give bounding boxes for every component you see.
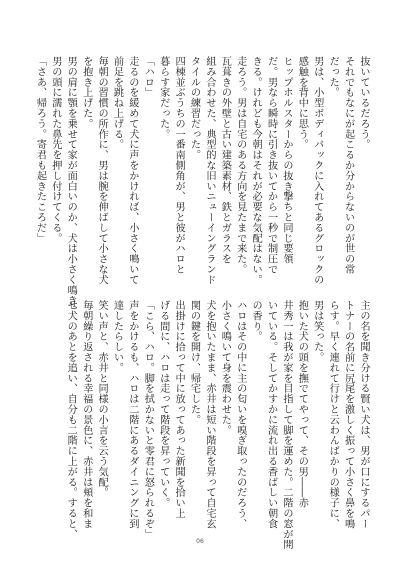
text-line: ヒップホルスターからの抜き撃ちと同じ要領 xyxy=(280,56,292,264)
text-line: 出掛けに拾って中に放ってあった新聞を拾い上 xyxy=(173,300,185,519)
text-line: トナーの名前に尻尾を激しく振って小さく鼻を鳴 xyxy=(342,300,354,529)
text-line: 暮らす家だった。 xyxy=(157,56,169,140)
text-line: 四棟並ぶうちの一番南側角が、男と彼がハロと xyxy=(173,56,185,275)
page-number: 06 xyxy=(196,538,204,545)
text-line: 関の鍵を開け、帰宅した。 xyxy=(188,300,200,425)
text-line: ハロはその中に主の匂いを嗅ぎ取ったのだろう、 xyxy=(234,300,246,529)
text-line: 達したらしい。 xyxy=(111,300,123,373)
text-line: げる間に、ハロは走って階段を昇っていく。 xyxy=(157,300,169,508)
text-line: 主の名を聞き分ける賢い犬は、男が口にするパー xyxy=(358,300,369,529)
text-line: 男は笑った。 xyxy=(311,300,323,363)
text-line: 男は、小型ボディバックに入れてあるグロックの xyxy=(311,56,323,285)
text-line: 前足を跳ね上げる。 xyxy=(111,56,123,150)
text-line: タイルの練習だった。 xyxy=(188,56,200,160)
text-line: 組み合わせた、典型的な旧いニューイングランド xyxy=(203,56,215,285)
text-line: だった。 xyxy=(327,56,339,98)
text-line: せ犬のあとを追い、自分も二階に上がる。すると、 xyxy=(65,300,77,540)
text-line: 走るのを緩めて犬に声をかければ、小さく鳴いて xyxy=(126,56,138,285)
text-line: 声をかけるも、ハロは二階にあるダイニングに到 xyxy=(126,300,138,529)
text-line: だ。男なら瞬時に引き抜いてから一秒で制圧で xyxy=(265,56,277,275)
text-line: 抱いた犬の頭を撫でてやって、その男――赤 xyxy=(296,300,308,508)
text-line: 井秀一は我が家を目指して脚を運めた。二階の窓が開 xyxy=(280,300,292,550)
text-line: の香り。 xyxy=(250,300,262,342)
text-line: きる。けれども今朝はそれが必要な気配はない。 xyxy=(250,56,262,285)
text-line: 犬を抱いたまま、赤井は短い階段を昇って自宅玄 xyxy=(203,300,215,529)
text-line: 毎朝繰り返される幸福の景色に、赤井は頬を和ま xyxy=(80,300,92,529)
text-line: 瓦葺きの外壁と古い建築素材、鉄とガラスを xyxy=(219,56,231,264)
text-line: 走ろう。男は自宅のある方向を見たまで来た。 xyxy=(234,56,246,275)
text-line: 小さく鳴いて身を震わせた。 xyxy=(219,300,231,436)
text-line: 感触を背中に思う。 xyxy=(296,56,308,150)
text-line: 抜いているだろう。 xyxy=(358,56,369,150)
text-line: いている。そしてかすかに流れ出る香ばしい朝食 xyxy=(265,300,277,529)
upper-text-column xyxy=(34,56,371,316)
text-line: 笑い声と、赤井と同様の小言を云う気配。 xyxy=(96,300,108,498)
text-line: を抱き上げた。 xyxy=(80,56,92,129)
text-line: 「さあ、帰ろう。寄君も起きたころだ」 xyxy=(34,56,46,244)
text-line: らす。早く連れて行けと云わんばかりの様子に、 xyxy=(327,300,339,529)
text-line: 「こら、ハロ。脚を拭かないと零君に怒られるぞ」 xyxy=(142,300,154,540)
text-line: 毎朝の習慣の所作に、男は腕を伸ばして小さな犬 xyxy=(96,56,108,285)
text-line: それでもなにが起こるか分からないのが世の常 xyxy=(342,56,354,275)
text-line: 男の肩に顎を乗せて家が面白いのか、犬は小さく鳴き、 xyxy=(65,56,77,316)
text-line: 「ハロ」 xyxy=(142,56,154,98)
text-line: 男の頭に濡れた鼻先を押し付けてくる。 xyxy=(49,56,61,244)
